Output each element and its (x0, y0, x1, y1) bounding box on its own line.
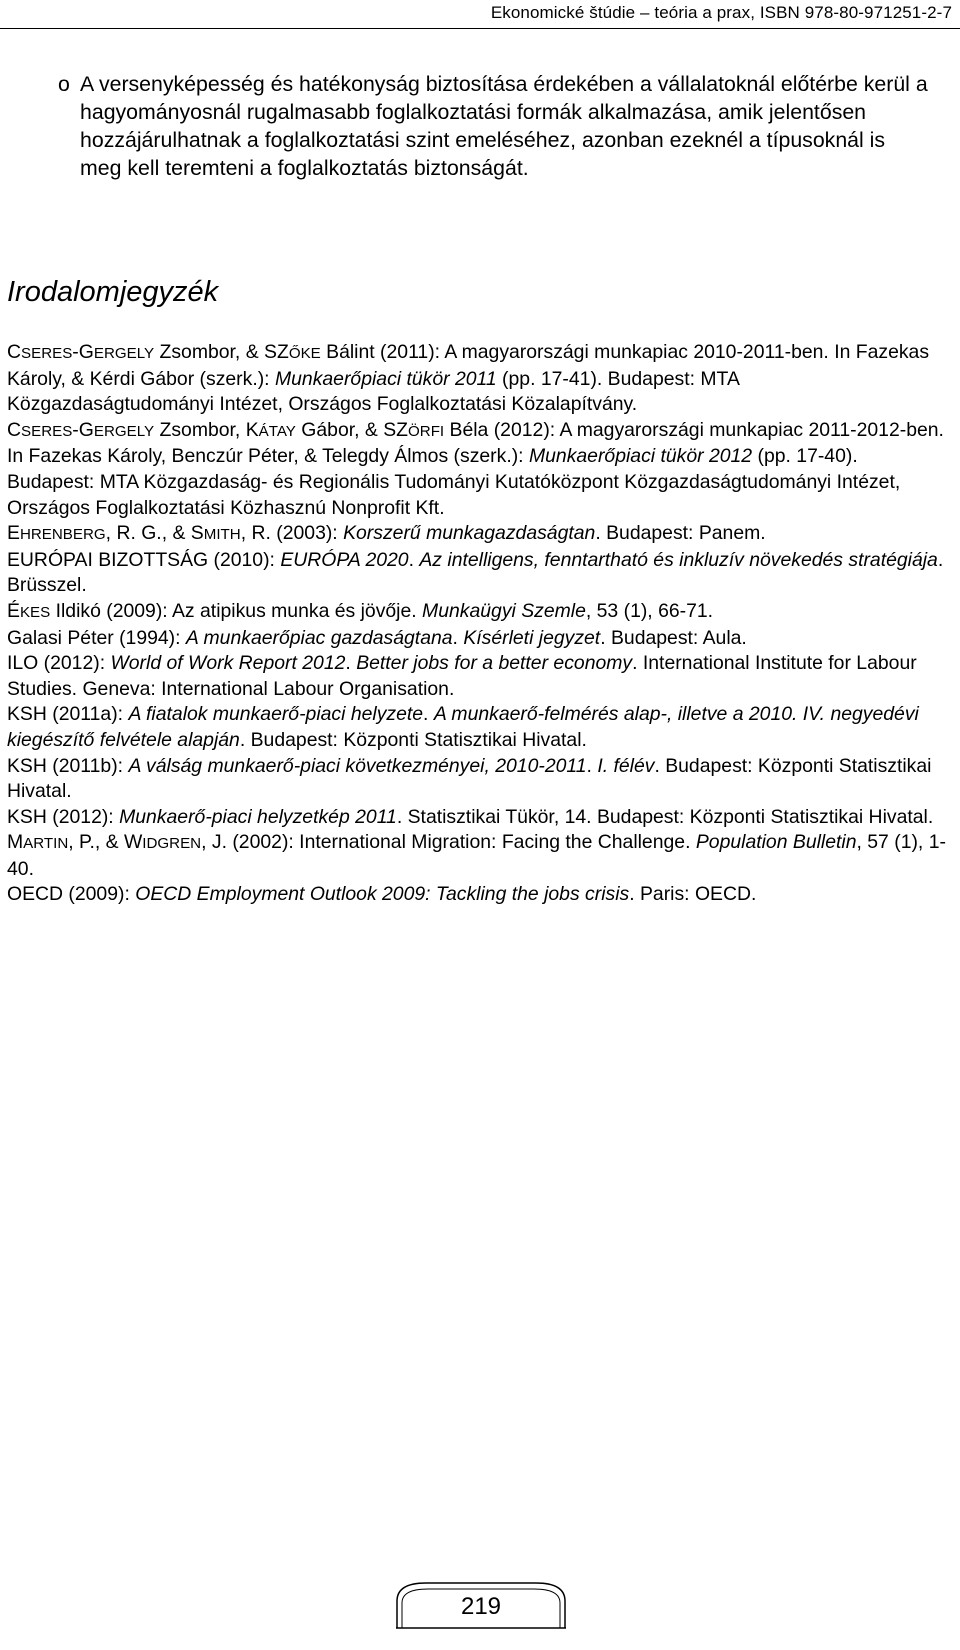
bullet-text: A versenyképesség és hatékonyság biztosítása érdekében a vállalatoknál előtérbe kerül a hagyományosnál rugalmasabb foglalkoztatási formák alkalmazása, amik jelentősen hozzájárulhatnak a foglalkoztatási szint emeléséhez, azonban ezeknél a típusoknál is meg kell teremteni a foglalkoztatás biztonságát. (80, 72, 928, 180)
running-header (0, 0, 960, 29)
reference-item: EHRENBERG, R. G., & SMITH, R. (2003): Korszerű munkagazdaságtan. Budapest: Panem. (7, 522, 766, 545)
reference-item: KSH (2011b): A válság munkaerő-piaci következményei, 2010-2011. I. félév. Budapest: Központi Statisztikai Hivatal. (7, 754, 932, 803)
reference-item: CSERES-GERGELY Zsombor, & SZŐKE Bálint (2011): A magyarországi munkapiac 2010-2011-ben. In Fazekas Károly, & Kérdi Gábor (szerk.): Munkaerőpiaci tükör 2011 (pp. 17-41). Budapest: MTA Közgazdaságtudományi Intézet, Országos Foglalkoztatási Közalapítvány. (7, 341, 930, 416)
page-number-badge (396, 1579, 566, 1629)
bullet-marker: o (58, 72, 70, 96)
reference-item: ÉKES Ildikó (2009): Az atipikus munka és jövője. Munkaügyi Szemle, 53 (1), 66-71. (7, 599, 714, 622)
reference-item: KSH (2011a): A fiatalok munkaerő-piaci helyzete. A munkaerő-felmérés alap-, illetve a 2010. IV. negyedévi kiegészítő felvétele alapján. Budapest: Központi Statisztikai Hivatal. (7, 703, 919, 751)
reference-item: MARTIN, P., & WIDGREN, J. (2002): International Migration: Facing the Challenge. Population Bulletin, 57 (1), 1-40. (7, 831, 946, 880)
running-title: Ekonomické štúdie – teória a prax, ISBN 978-80-971251-2-7 (490, 3, 952, 22)
section-title: Irodalomjegyzék (7, 276, 219, 308)
page-number: 219 (460, 1593, 502, 1620)
reference-item: EURÓPAI BIZOTTSÁG (2010): EURÓPA 2020. Az intelligens, fenntartható és inkluzív növekedés stratégiája. Brüsszel. (7, 548, 944, 597)
reference-item: ILO (2012): World of Work Report 2012. Better jobs for a better economy. International Institute for Labour Studies. Geneva: International Labour Organisation. (7, 652, 917, 700)
reference-item: OECD (2009): OECD Employment Outlook 2009: Tackling the jobs crisis. Paris: OECD. (7, 883, 757, 906)
reference-list (7, 340, 947, 908)
reference-item: CSERES-GERGELY Zsombor, KÁTAY Gábor, & SZÖRFI Béla (2012): A magyarországi munkapiac 2011-2012-ben. In Fazekas Károly, Benczúr Péter, & Telegdy Álmos (szerk.): Munkaerőpiaci tükör 2012 (pp. 17-40). Budapest: MTA Közgazdaság- és Regionális Tudományi Kutatóközpont Közgazdaságtudományi Intézet, Országos Foglalkoztatási Közhasznú Nonprofit Kft. (7, 418, 944, 519)
reference-item: KSH (2012): Munkaerő-piaci helyzetkép 2011. Statisztikai Tükör, 14. Budapest: Központi Statisztikai Hivatal. (7, 805, 934, 828)
reference-item: Galasi Péter (1994): A munkaerőpiac gazdaságtana. Kísérleti jegyzet. Budapest: Aula. (7, 626, 747, 649)
bullet-paragraph (58, 70, 928, 182)
